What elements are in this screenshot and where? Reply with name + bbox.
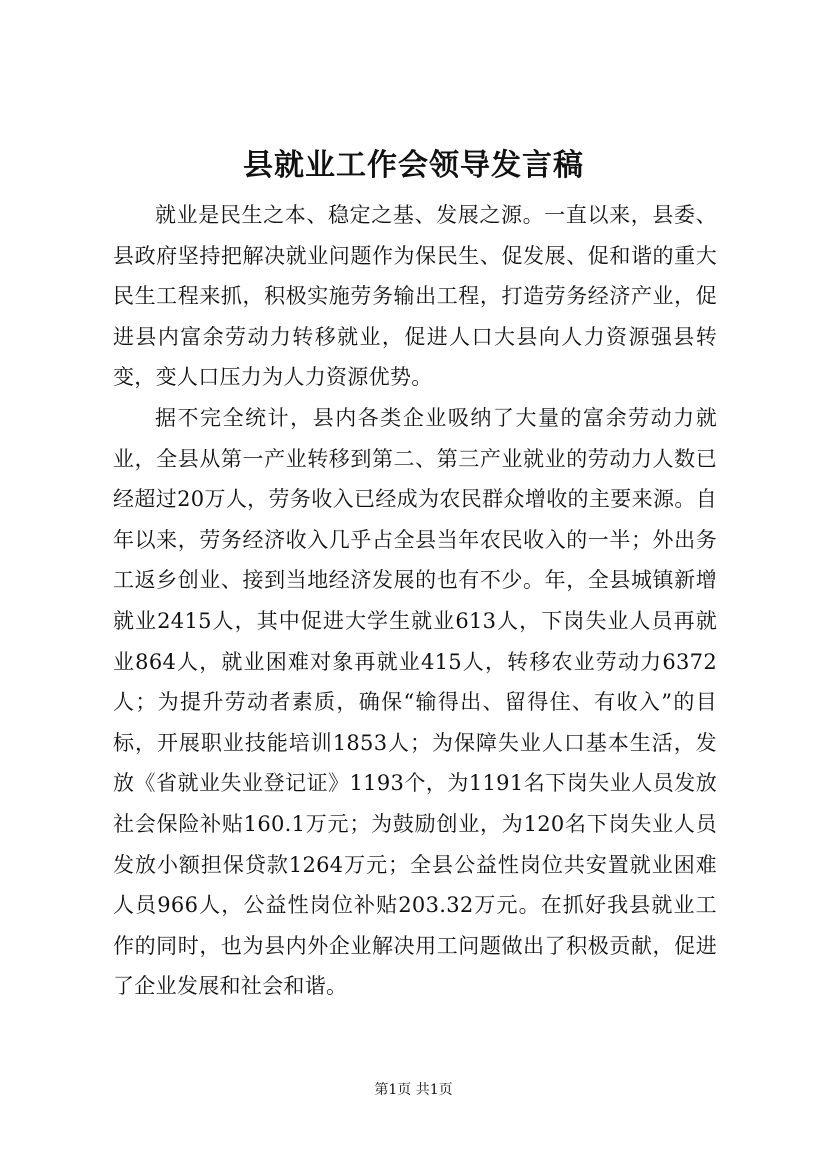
document-body (113, 195, 717, 1007)
page-footer: 第1页 共1页 (374, 1082, 453, 1098)
paragraph-1: 就业是民生之本、稳定之基、发展之源。一直以来，县委、县政府坚持把解决就业问题作为保民生、促发展、促和谐的重大民生工程来抓，积极实施劳务输出工程，打造劳务经济产业，促进县内富余劳动力转移就业，促进人口大县向人力资源强县转变，变人口压力为人力资源优势。 (113, 203, 717, 390)
document-title: 县就业工作会领导发言稿 (243, 148, 584, 183)
paragraph-2: 据不完全统计，县内各类企业吸纳了大量的富余劳动力就业，全县从第一产业转移到第二、第三产业就业的劳动力人数已经超过20万人，劳务收入已经成为农民群众增收的主要来源。自年以来，劳务经济收入几乎占全县当年农民收入的一半；外出务工返乡创业、接到当地经济发展的也有不少。年，全县城镇新增就业2415人，其中促进大学生就业613人，下岗失业人员再就业864人，就业困难对象再就业415人，转移农业劳动力6372人；为提升劳动者素质，确保“输得出、留得住、有收入”的目标，开展职业技能培训1853人；为保障失业人口基本生活，发放《省就业失业登记证》1193个，为1191名下岗失业人员发放社会保险补贴160.1万元；为鼓励创业，为120名下岗失业人员发放小额担保贷款1264万元；全县公益性岗位共安置就业困难人员966人，公益性岗位补贴203.32万元。在抓好我县就业工作的同时，也为县内外企业解决用工问题做出了积极贡献，促进了企业发展和社会和谐。 (113, 405, 717, 999)
